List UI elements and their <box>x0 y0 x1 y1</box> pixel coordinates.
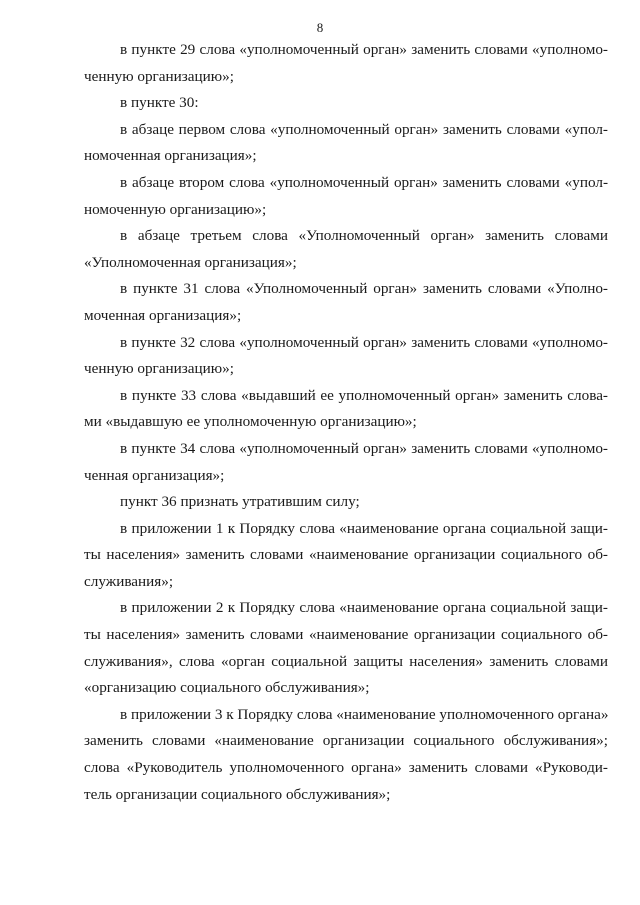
text-line: служивания»; <box>84 572 174 590</box>
paragraph <box>84 223 608 276</box>
paragraph <box>84 383 608 436</box>
paragraph <box>84 170 608 223</box>
paragraph <box>84 276 608 329</box>
text-line: пункт 36 признать утратившим силу; <box>120 493 360 511</box>
text-line: служивания», слова «орган социальной защиты населения» заменить словами <box>84 652 608 670</box>
paragraph <box>84 330 608 383</box>
text-line: «организацию социального обслуживания»; <box>84 679 370 697</box>
text-line: тель организации социального обслуживания»; <box>84 785 391 803</box>
text-line: ты населения» заменить словами «наименование организации социального об- <box>84 626 608 644</box>
text-line: заменить словами «наименование организации социального обслуживания»; <box>84 732 608 750</box>
text-line: в приложении 3 к Порядку слова «наименование уполномоченного органа» <box>120 705 609 723</box>
paragraph <box>84 516 608 596</box>
text-line: ченная организация»; <box>84 466 225 484</box>
paragraph <box>84 489 608 516</box>
text-line: «Уполномоченная организация»; <box>84 253 297 271</box>
text-line: в пункте 33 слова «выдавший ее уполномоченный орган» заменить слова- <box>120 386 608 404</box>
text-line: слова «Руководитель уполномоченного органа» заменить словами «Руководи- <box>84 759 608 777</box>
paragraph <box>84 117 608 170</box>
text-line: в пункте 32 слова «уполномоченный орган» заменить словами «уполномо- <box>120 333 608 351</box>
text-line: номоченную организацию»; <box>84 200 267 218</box>
text-line: номоченная организация»; <box>84 147 257 165</box>
text-line: в пункте 30: <box>120 94 199 112</box>
paragraph <box>84 702 608 808</box>
text-line: в пункте 29 слова «уполномоченный орган» заменить словами «уполномо- <box>120 41 608 58</box>
page-number: 8 <box>316 20 324 35</box>
text-line: ченную организацию»; <box>84 360 234 378</box>
paragraph <box>84 90 608 117</box>
document-body <box>84 37 608 808</box>
text-line: в приложении 1 к Порядку слова «наименование органа социальной защи- <box>120 519 608 537</box>
text-line: в пункте 34 слова «уполномоченный орган» заменить словами «уполномо- <box>120 439 608 457</box>
text-line: в абзаце втором слова «уполномоченный орган» заменить словами «упол- <box>120 173 608 191</box>
text-line: в абзаце третьем слова «Уполномоченный орган» заменить словами <box>120 227 608 245</box>
text-line: в пункте 31 слова «Уполномоченный орган» заменить словами «Уполно- <box>120 280 608 298</box>
text-line: в приложении 2 к Порядку слова «наименование органа социальной защи- <box>120 599 608 617</box>
text-line: ты населения» заменить словами «наименование организации социального об- <box>84 546 608 564</box>
text-line: в абзаце первом слова «уполномоченный орган» заменить словами «упол- <box>120 120 608 138</box>
text-line: ми «выдавшую ее уполномоченную организацию»; <box>84 413 417 431</box>
paragraph <box>84 595 608 701</box>
paragraph <box>84 37 608 90</box>
text-line: ченную организацию»; <box>84 67 234 85</box>
paragraph <box>84 436 608 489</box>
text-line: моченная организация»; <box>84 306 242 324</box>
